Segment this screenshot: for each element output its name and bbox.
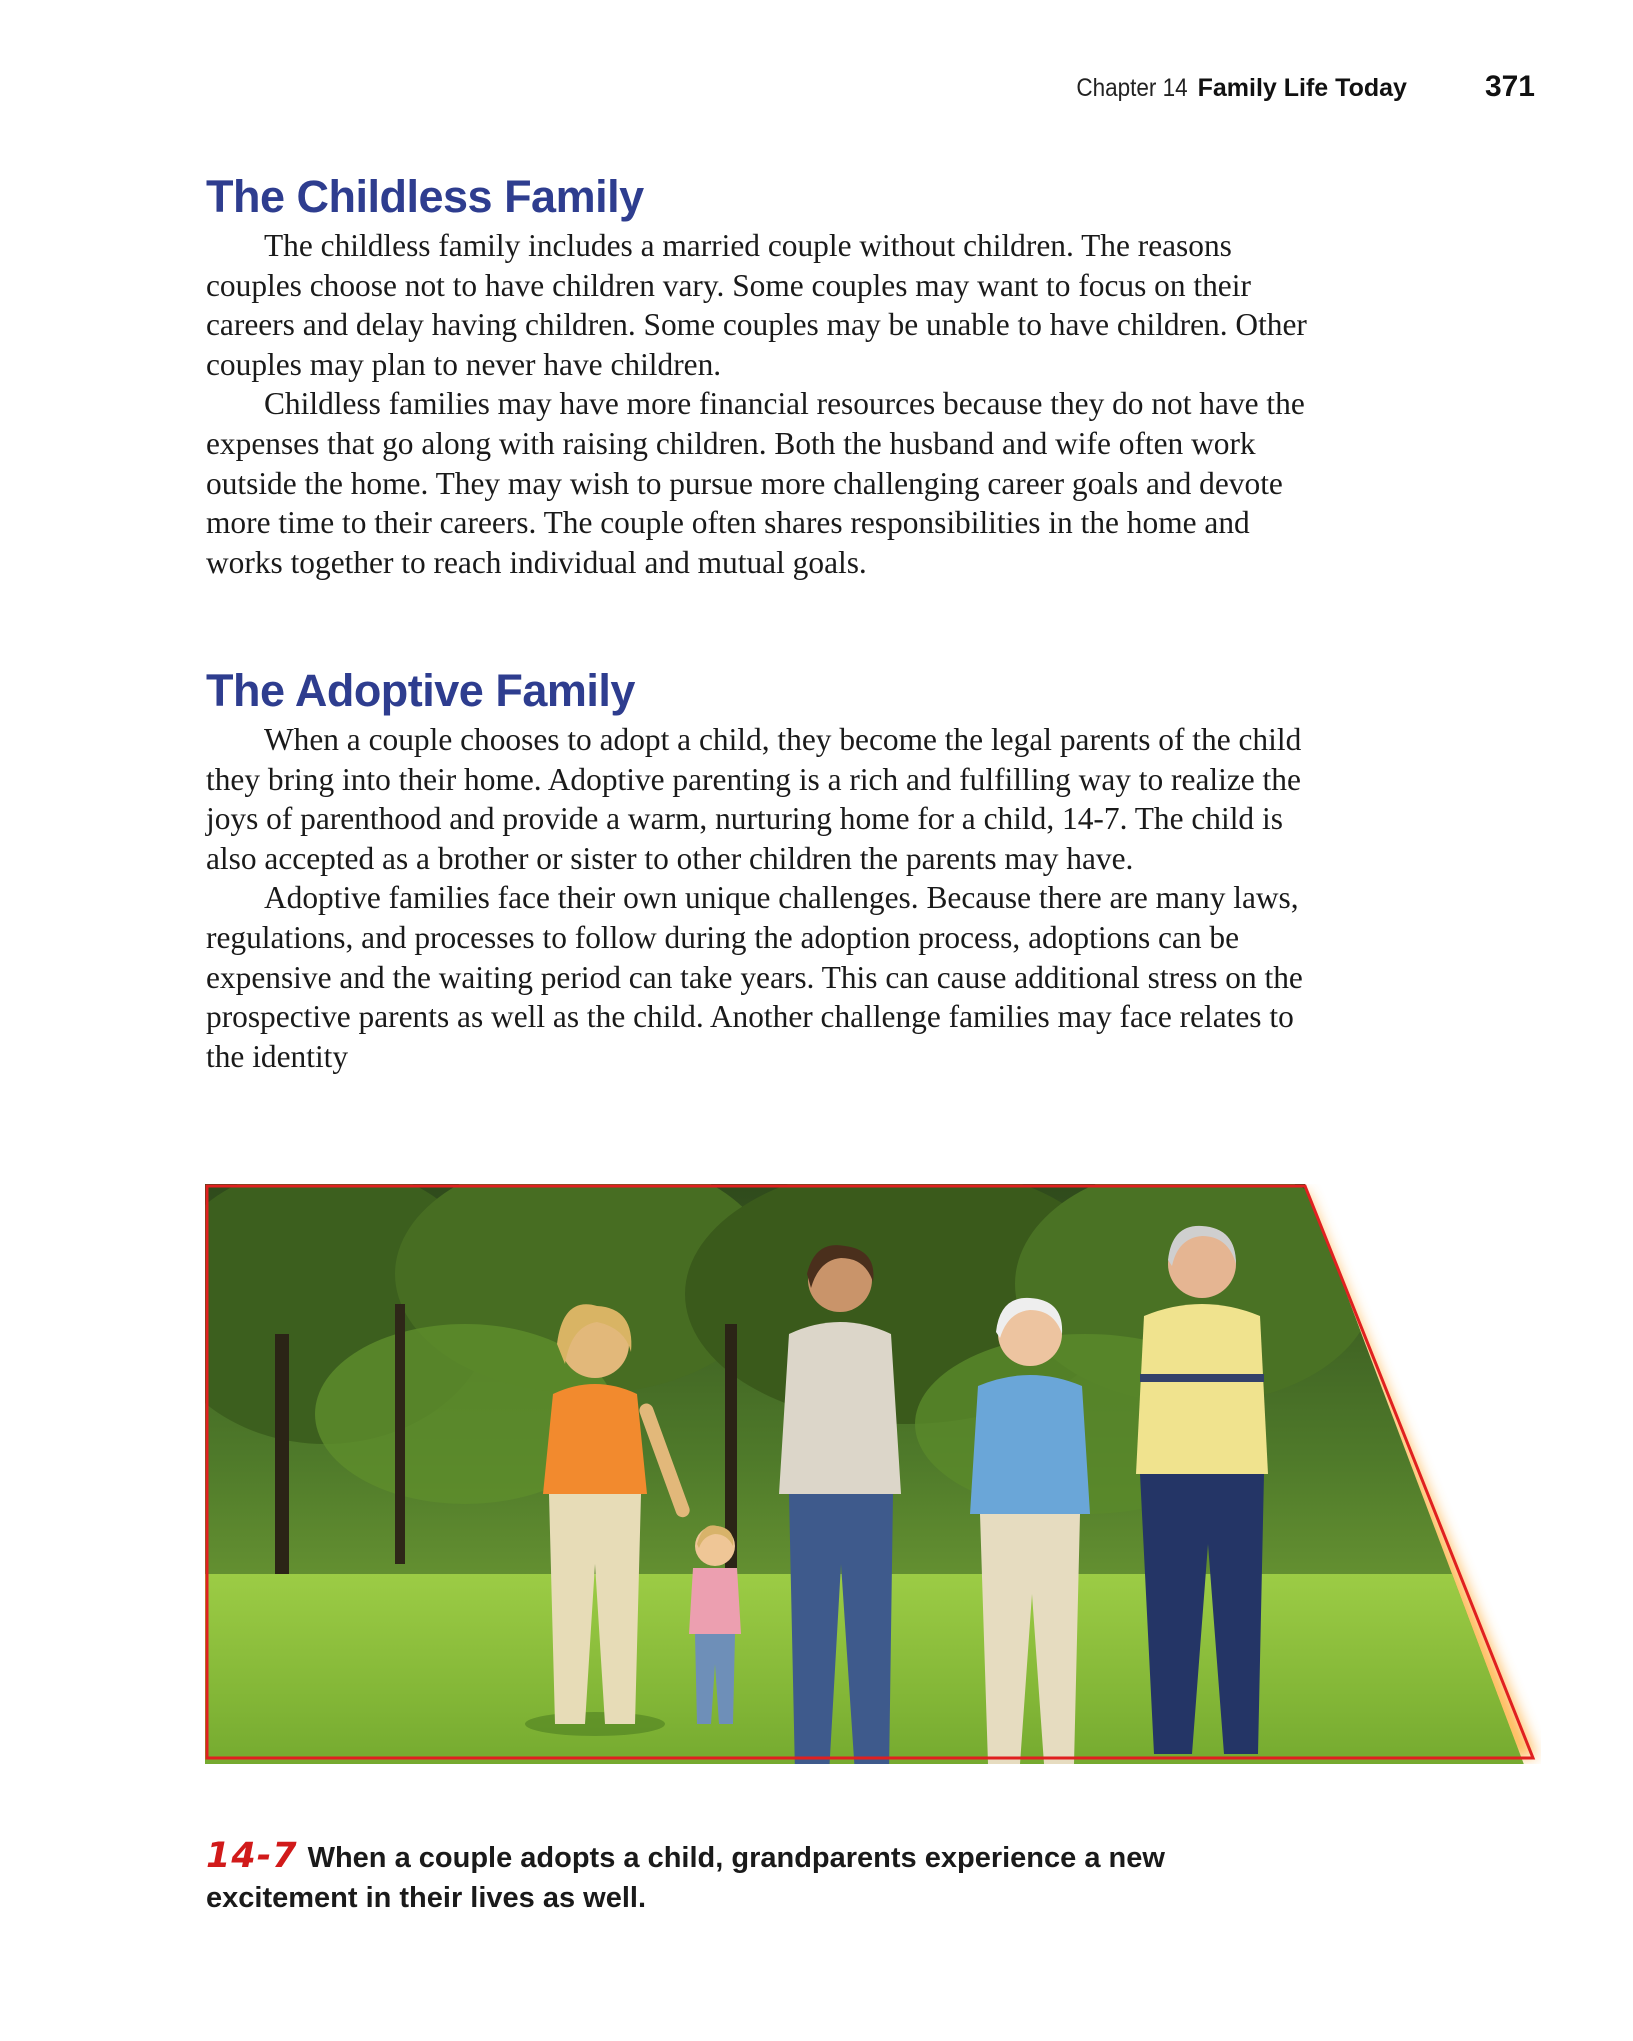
figure-photo <box>205 1184 1541 1764</box>
body-paragraph: Adoptive families face their own unique challenges. Because there are many laws, regulations, and processes to follow during the adoption process, adoptions can be expensive and the waiting period can take years. This can cause additional stress on the prospective parents as well as the child. Another challenge families may face relates to the identity <box>206 880 1303 1074</box>
body-paragraph: When a couple chooses to adopt a child, they become the legal parents of the child they bring into their home. Adoptive parenting is a rich and fulfilling way to realize the joys of parenthood and provide a warm, nurturing home for a child, 14-7. The child is also accepted as a brother or sister to other children the parents may have. <box>206 722 1302 876</box>
chapter-label: Chapter 14 <box>1076 74 1188 102</box>
section-childless-family <box>206 168 1316 582</box>
page-number: 371 <box>1484 70 1535 103</box>
figure-number: 14-7 <box>206 1836 298 1876</box>
chapter-title: Family Life Today <box>1197 74 1407 102</box>
body-paragraph: Childless families may have more financial resources because they do not have the expenses that go along with raising children. Both the husband and wife often work outside the home. They may wish to pursue more challenging career goals and devote more time to their careers. The couple often shares responsibilities in the home and works together to reach individual and mutual goals. <box>206 386 1305 580</box>
body-paragraph: The childless family includes a married couple without children. The reasons couples choose not to have children vary. Some couples may want to focus on their careers and delay having children. Some couples may be unable to have children. Other couples may plan to never have children. <box>206 228 1307 382</box>
running-header <box>1064 70 1535 106</box>
figure-caption <box>206 1836 1316 1918</box>
family-park-photo <box>205 1184 1541 1764</box>
section-adoptive-family <box>206 662 1316 1076</box>
section-heading: The Adoptive Family <box>206 665 635 716</box>
caption-text: When a couple adopts a child, grandparents experience a new excitement in their lives as well. <box>206 1842 1165 1914</box>
section-heading: The Childless Family <box>206 171 644 222</box>
